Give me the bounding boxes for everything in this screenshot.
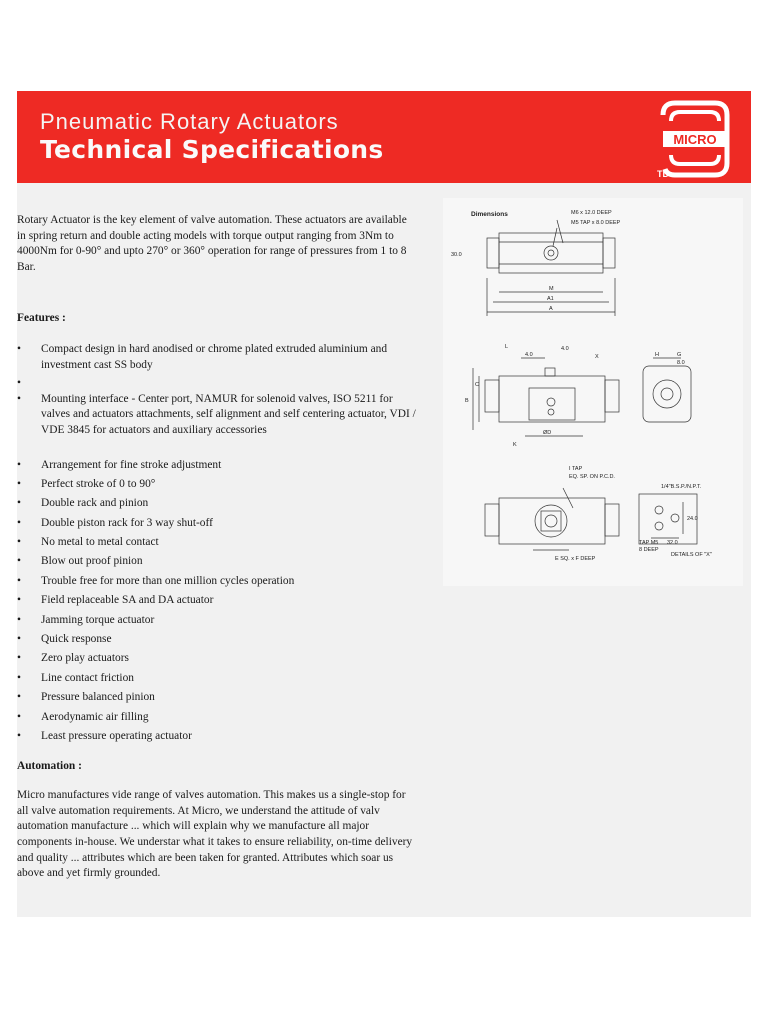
feature-item: • No metal to metal contact [17,535,417,551]
feature-item: • Compact design in hard anodised or chrome plated extruded aluminium and investment cast SS body [17,342,417,373]
label-bspt: 1/4"B.S.P./N.P.T. [661,484,702,490]
feature-item: • Least pressure operating actuator [17,729,417,745]
drawing-title: Dimensions [471,211,508,218]
label-a1: A1 [547,296,554,302]
label-itap: I TAP [569,466,583,472]
feature-item: • Pressure balanced pinion [17,690,417,706]
feature-item: • Line contact friction [17,671,417,687]
feature-item: • Field replaceable SA and DA actuator [17,593,417,609]
label-8: 8.0 [677,360,685,366]
label-k: K [513,442,517,448]
automation-heading: Automation : [17,759,82,772]
header-banner [17,91,751,183]
features-heading: Features : [17,312,66,325]
feature-item [17,376,417,392]
logo-badge: TD [657,169,669,179]
label-details: DETAILS OF "X" [671,552,712,558]
label-c: C [475,382,479,388]
spec-sheet-page [17,91,751,917]
label-m6: M6 x 12.0 DEEP [571,210,612,216]
label-b: B [465,398,469,404]
feature-item: • Zero play actuators [17,651,417,667]
label-4b: 4.0 [561,346,569,352]
label-g: G [677,352,682,358]
automation-paragraph: Micro manufactures vide range of valves automation. This makes us a single-stop for all valve automation requirements. At Micro, we understand the attitude of valv automation manufacture ... which will explain why we manufacture all major components in-house. We understar what it takes to ensure reliability, on-time delivery and quality ... attributes which are been taken for granted. Attributes which soar us above and yet firmly grounded. [17,789,413,880]
micro-logo [653,97,737,179]
label-od: ØD [543,430,552,436]
label-24: 24.0 [687,516,698,522]
feature-item: • Arrangement for fine stroke adjustment [17,458,417,474]
label-8deep: 8 DEEP [639,547,659,553]
feature-item: • Double rack and pinion [17,496,417,512]
feature-item: • Jamming torque actuator [17,613,417,629]
label-h: H [655,352,659,358]
feature-item: • Trouble free for more than one million cycles operation [17,574,417,590]
label-30: 30.0 [451,252,462,258]
features-list [17,342,417,745]
label-4a: 4.0 [525,352,533,358]
feature-item: • Quick response [17,632,417,648]
dimensions-drawing [443,198,743,586]
body-text [17,213,417,882]
label-m: M [549,286,554,292]
feature-item: • Double piston rack for 3 way shut-off [17,516,417,532]
label-tapm5: TAP M5 [639,540,659,546]
label-a: A [549,306,553,312]
label-x: X [595,354,599,360]
header-title-line1: Pneumatic Rotary Actuators [40,109,339,134]
feature-item: • Mounting interface - Center port, NAMUR for solenoid valves, ISO 5211 for valves and actuators attachments, self alignment and self centering actuator, VDI / VDE 3845 for actuators and auxiliary accessories [17,392,417,439]
label-esq: E SQ. x F DEEP [555,556,596,562]
feature-item: • Aerodynamic air filling [17,710,417,726]
feature-item: • Perfect stroke of 0 to 90° [17,477,417,493]
header-title-line2: Technical Specifications [40,135,384,164]
logo-text: MICRO [673,132,717,147]
intro-paragraph: Rotary Actuator is the key element of valve automation. These actuators are available in spring return and double acting models with torque output ranging from 3Nm to 4000Nm for 0-90° and upto 270° or 360° operation for range of pressures from 1 to 8 Bar. [17,214,407,273]
label-eqsp: EQ. SP. ON P.C.D. [569,474,615,480]
feature-item: • Blow out proof pinion [17,554,417,570]
dimensions-drawing-svg [443,198,743,586]
label-m5: M5 TAP x 8.0 DEEP [571,220,621,226]
label-32: 32.0 [667,540,678,546]
label-l: L [505,344,509,350]
